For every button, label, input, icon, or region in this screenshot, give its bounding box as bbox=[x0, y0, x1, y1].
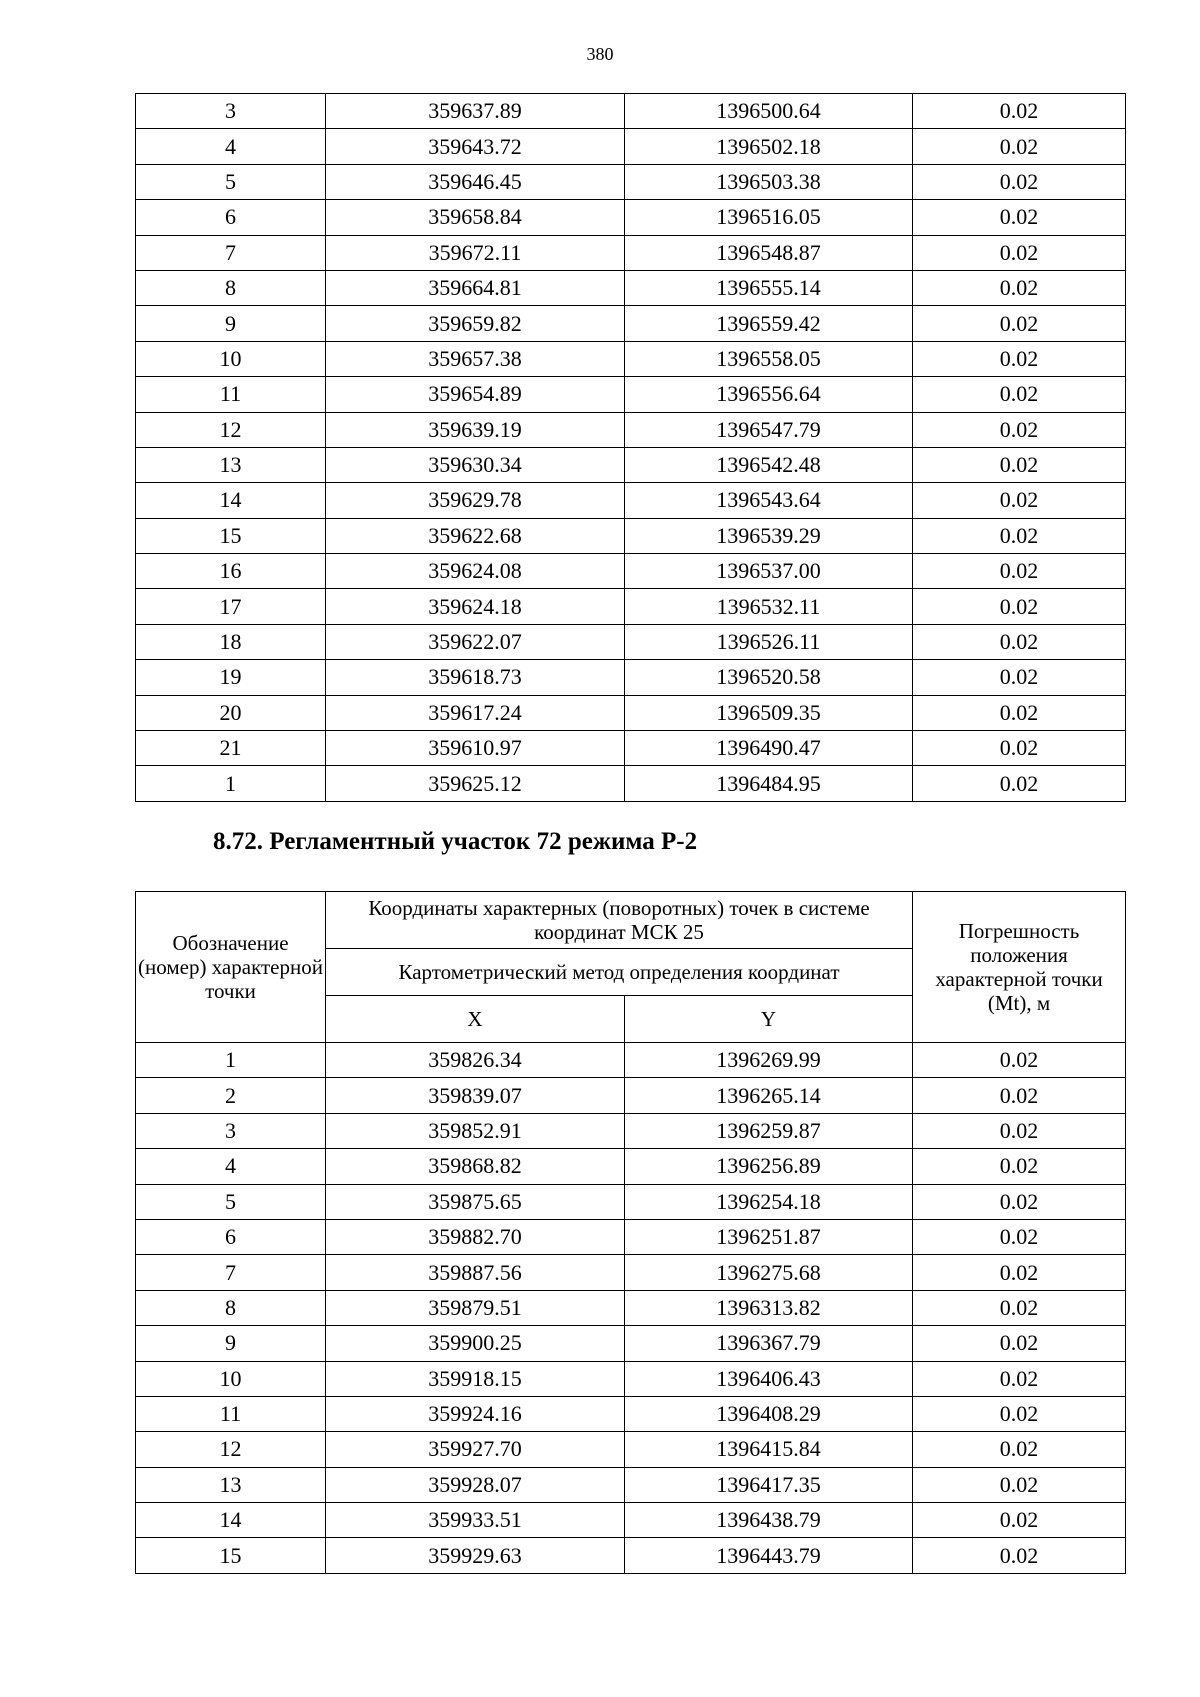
table-row bbox=[136, 1396, 1126, 1431]
accuracy-cell: 0.02 bbox=[913, 1255, 1126, 1290]
y-coordinate-cell: 1396503.38 bbox=[625, 164, 913, 199]
y-coordinate-cell: 1396313.82 bbox=[625, 1290, 913, 1325]
x-coordinate-cell: 359658.84 bbox=[326, 200, 625, 235]
y-coordinate-cell: 1396417.35 bbox=[625, 1467, 913, 1502]
accuracy-cell: 0.02 bbox=[913, 235, 1126, 270]
accuracy-cell: 0.02 bbox=[913, 447, 1126, 482]
accuracy-cell: 0.02 bbox=[913, 94, 1126, 129]
y-coordinate-cell: 1396367.79 bbox=[625, 1326, 913, 1361]
accuracy-cell: 0.02 bbox=[913, 129, 1126, 164]
accuracy-cell: 0.02 bbox=[913, 1113, 1126, 1148]
table-row bbox=[136, 1326, 1126, 1361]
point-number-cell: 21 bbox=[136, 731, 326, 766]
accuracy-cell: 0.02 bbox=[913, 341, 1126, 376]
header-point-designation: Обозначение (номер) характерной точки bbox=[136, 892, 326, 1043]
point-number-cell: 7 bbox=[136, 235, 326, 270]
x-coordinate-cell: 359672.11 bbox=[326, 235, 625, 270]
header-x: X bbox=[326, 996, 625, 1043]
x-coordinate-cell: 359933.51 bbox=[326, 1503, 625, 1538]
y-coordinate-cell: 1396539.29 bbox=[625, 518, 913, 553]
table-row bbox=[136, 483, 1126, 518]
y-coordinate-cell: 1396543.64 bbox=[625, 483, 913, 518]
y-coordinate-cell: 1396502.18 bbox=[625, 129, 913, 164]
point-number-cell: 10 bbox=[136, 1361, 326, 1396]
y-coordinate-cell: 1396555.14 bbox=[625, 270, 913, 305]
table-row bbox=[136, 1467, 1126, 1502]
accuracy-cell: 0.02 bbox=[913, 1538, 1126, 1573]
accuracy-cell: 0.02 bbox=[913, 660, 1126, 695]
table-row bbox=[136, 589, 1126, 624]
x-coordinate-cell: 359637.89 bbox=[326, 94, 625, 129]
point-number-cell: 8 bbox=[136, 270, 326, 305]
x-coordinate-cell: 359617.24 bbox=[326, 695, 625, 730]
y-coordinate-cell: 1396256.89 bbox=[625, 1149, 913, 1184]
x-coordinate-cell: 359929.63 bbox=[326, 1538, 625, 1573]
coordinates-table-body bbox=[136, 94, 1126, 802]
point-number-cell: 11 bbox=[136, 377, 326, 412]
point-number-cell: 12 bbox=[136, 412, 326, 447]
header-coordinates-title: Координаты характерных (поворотных) точек в системе координат МСК 25 bbox=[326, 892, 913, 949]
point-number-cell: 18 bbox=[136, 624, 326, 659]
table-row bbox=[136, 518, 1126, 553]
point-number-cell: 6 bbox=[136, 1219, 326, 1254]
x-coordinate-cell: 359879.51 bbox=[326, 1290, 625, 1325]
x-coordinate-cell: 359826.34 bbox=[326, 1043, 625, 1078]
table-row bbox=[136, 660, 1126, 695]
table-row bbox=[136, 1219, 1126, 1254]
accuracy-cell: 0.02 bbox=[913, 1396, 1126, 1431]
table-row bbox=[136, 200, 1126, 235]
point-number-cell: 4 bbox=[136, 129, 326, 164]
x-coordinate-cell: 359839.07 bbox=[326, 1078, 625, 1113]
y-coordinate-cell: 1396408.29 bbox=[625, 1396, 913, 1431]
table-row bbox=[136, 624, 1126, 659]
coordinates-table-continued bbox=[135, 93, 1126, 802]
header-y: Y bbox=[625, 996, 913, 1043]
accuracy-cell: 0.02 bbox=[913, 270, 1126, 305]
y-coordinate-cell: 1396269.99 bbox=[625, 1043, 913, 1078]
table-row bbox=[136, 766, 1126, 801]
x-coordinate-cell: 359646.45 bbox=[326, 164, 625, 199]
accuracy-cell: 0.02 bbox=[913, 518, 1126, 553]
accuracy-cell: 0.02 bbox=[913, 1503, 1126, 1538]
point-number-cell: 15 bbox=[136, 1538, 326, 1573]
point-number-cell: 14 bbox=[136, 483, 326, 518]
table-row bbox=[136, 1078, 1126, 1113]
x-coordinate-cell: 359868.82 bbox=[326, 1149, 625, 1184]
accuracy-cell: 0.02 bbox=[913, 200, 1126, 235]
x-coordinate-cell: 359882.70 bbox=[326, 1219, 625, 1254]
table-row bbox=[136, 412, 1126, 447]
y-coordinate-cell: 1396542.48 bbox=[625, 447, 913, 482]
accuracy-cell: 0.02 bbox=[913, 1219, 1126, 1254]
y-coordinate-cell: 1396532.11 bbox=[625, 589, 913, 624]
point-number-cell: 14 bbox=[136, 1503, 326, 1538]
y-coordinate-cell: 1396254.18 bbox=[625, 1184, 913, 1219]
table-row bbox=[136, 377, 1126, 412]
point-number-cell: 1 bbox=[136, 1043, 326, 1078]
y-coordinate-cell: 1396438.79 bbox=[625, 1503, 913, 1538]
x-coordinate-cell: 359624.18 bbox=[326, 589, 625, 624]
x-coordinate-cell: 359625.12 bbox=[326, 766, 625, 801]
y-coordinate-cell: 1396547.79 bbox=[625, 412, 913, 447]
table-row bbox=[136, 731, 1126, 766]
point-number-cell: 13 bbox=[136, 447, 326, 482]
x-coordinate-cell: 359927.70 bbox=[326, 1432, 625, 1467]
x-coordinate-cell: 359622.07 bbox=[326, 624, 625, 659]
y-coordinate-cell: 1396520.58 bbox=[625, 660, 913, 695]
table-row bbox=[136, 94, 1126, 129]
x-coordinate-cell: 359659.82 bbox=[326, 306, 625, 341]
coordinates-table-section-72 bbox=[135, 891, 1126, 1574]
section-heading: 8.72. Регламентный участок 72 режима Р-2 bbox=[213, 828, 698, 855]
table-row bbox=[136, 270, 1126, 305]
x-coordinate-cell: 359664.81 bbox=[326, 270, 625, 305]
x-coordinate-cell: 359918.15 bbox=[326, 1361, 625, 1396]
accuracy-cell: 0.02 bbox=[913, 1078, 1126, 1113]
accuracy-cell: 0.02 bbox=[913, 695, 1126, 730]
table-row bbox=[136, 1184, 1126, 1219]
y-coordinate-cell: 1396490.47 bbox=[625, 731, 913, 766]
table-row bbox=[136, 695, 1126, 730]
x-coordinate-cell: 359629.78 bbox=[326, 483, 625, 518]
y-coordinate-cell: 1396509.35 bbox=[625, 695, 913, 730]
table-row bbox=[136, 1255, 1126, 1290]
table-row bbox=[136, 1432, 1126, 1467]
accuracy-cell: 0.02 bbox=[913, 164, 1126, 199]
accuracy-cell: 0.02 bbox=[913, 554, 1126, 589]
accuracy-cell: 0.02 bbox=[913, 624, 1126, 659]
header-method: Картометрический метод определения координат bbox=[326, 949, 913, 996]
point-number-cell: 16 bbox=[136, 554, 326, 589]
y-coordinate-cell: 1396556.64 bbox=[625, 377, 913, 412]
point-number-cell: 17 bbox=[136, 589, 326, 624]
point-number-cell: 8 bbox=[136, 1290, 326, 1325]
y-coordinate-cell: 1396500.64 bbox=[625, 94, 913, 129]
table-row bbox=[136, 306, 1126, 341]
point-number-cell: 7 bbox=[136, 1255, 326, 1290]
accuracy-cell: 0.02 bbox=[913, 1432, 1126, 1467]
y-coordinate-cell: 1396537.00 bbox=[625, 554, 913, 589]
accuracy-cell: 0.02 bbox=[913, 306, 1126, 341]
coordinates-table-header bbox=[136, 892, 1126, 1043]
accuracy-cell: 0.02 bbox=[913, 483, 1126, 518]
accuracy-cell: 0.02 bbox=[913, 1043, 1126, 1078]
y-coordinate-cell: 1396259.87 bbox=[625, 1113, 913, 1148]
y-coordinate-cell: 1396559.42 bbox=[625, 306, 913, 341]
accuracy-cell: 0.02 bbox=[913, 766, 1126, 801]
point-number-cell: 5 bbox=[136, 1184, 326, 1219]
point-number-cell: 20 bbox=[136, 695, 326, 730]
page-number: 380 bbox=[586, 44, 614, 64]
accuracy-cell: 0.02 bbox=[913, 1184, 1126, 1219]
table-row bbox=[136, 1290, 1126, 1325]
accuracy-cell: 0.02 bbox=[913, 1290, 1126, 1325]
y-coordinate-cell: 1396251.87 bbox=[625, 1219, 913, 1254]
x-coordinate-cell: 359900.25 bbox=[326, 1326, 625, 1361]
point-number-cell: 6 bbox=[136, 200, 326, 235]
point-number-cell: 3 bbox=[136, 1113, 326, 1148]
accuracy-cell: 0.02 bbox=[913, 1467, 1126, 1502]
header-accuracy: Погрешность положения характерной точки (Mt), м bbox=[913, 892, 1126, 1043]
x-coordinate-cell: 359924.16 bbox=[326, 1396, 625, 1431]
y-coordinate-cell: 1396265.14 bbox=[625, 1078, 913, 1113]
x-coordinate-cell: 359630.34 bbox=[326, 447, 625, 482]
y-coordinate-cell: 1396484.95 bbox=[625, 766, 913, 801]
point-number-cell: 10 bbox=[136, 341, 326, 376]
x-coordinate-cell: 359657.38 bbox=[326, 341, 625, 376]
y-coordinate-cell: 1396558.05 bbox=[625, 341, 913, 376]
accuracy-cell: 0.02 bbox=[913, 1149, 1126, 1184]
point-number-cell: 15 bbox=[136, 518, 326, 553]
table-row bbox=[136, 447, 1126, 482]
table-row bbox=[136, 341, 1126, 376]
point-number-cell: 12 bbox=[136, 1432, 326, 1467]
y-coordinate-cell: 1396415.84 bbox=[625, 1432, 913, 1467]
point-number-cell: 9 bbox=[136, 1326, 326, 1361]
point-number-cell: 2 bbox=[136, 1078, 326, 1113]
accuracy-cell: 0.02 bbox=[913, 589, 1126, 624]
accuracy-cell: 0.02 bbox=[913, 1326, 1126, 1361]
table-row bbox=[136, 129, 1126, 164]
x-coordinate-cell: 359618.73 bbox=[326, 660, 625, 695]
x-coordinate-cell: 359887.56 bbox=[326, 1255, 625, 1290]
point-number-cell: 1 bbox=[136, 766, 326, 801]
x-coordinate-cell: 359624.08 bbox=[326, 554, 625, 589]
accuracy-cell: 0.02 bbox=[913, 377, 1126, 412]
point-number-cell: 13 bbox=[136, 1467, 326, 1502]
x-coordinate-cell: 359622.68 bbox=[326, 518, 625, 553]
table-row bbox=[136, 1113, 1126, 1148]
y-coordinate-cell: 1396275.68 bbox=[625, 1255, 913, 1290]
point-number-cell: 9 bbox=[136, 306, 326, 341]
y-coordinate-cell: 1396548.87 bbox=[625, 235, 913, 270]
y-coordinate-cell: 1396516.05 bbox=[625, 200, 913, 235]
x-coordinate-cell: 359643.72 bbox=[326, 129, 625, 164]
table-row bbox=[136, 1538, 1126, 1573]
table-row bbox=[136, 1043, 1126, 1078]
x-coordinate-cell: 359875.65 bbox=[326, 1184, 625, 1219]
accuracy-cell: 0.02 bbox=[913, 1361, 1126, 1396]
y-coordinate-cell: 1396443.79 bbox=[625, 1538, 913, 1573]
point-number-cell: 11 bbox=[136, 1396, 326, 1431]
x-coordinate-cell: 359852.91 bbox=[326, 1113, 625, 1148]
coordinates-table-body bbox=[136, 1043, 1126, 1574]
accuracy-cell: 0.02 bbox=[913, 412, 1126, 447]
x-coordinate-cell: 359639.19 bbox=[326, 412, 625, 447]
table-row bbox=[136, 1503, 1126, 1538]
point-number-cell: 5 bbox=[136, 164, 326, 199]
point-number-cell: 4 bbox=[136, 1149, 326, 1184]
point-number-cell: 3 bbox=[136, 94, 326, 129]
table-row bbox=[136, 554, 1126, 589]
table-row bbox=[136, 235, 1126, 270]
x-coordinate-cell: 359610.97 bbox=[326, 731, 625, 766]
table-row bbox=[136, 1149, 1126, 1184]
x-coordinate-cell: 359928.07 bbox=[326, 1467, 625, 1502]
y-coordinate-cell: 1396526.11 bbox=[625, 624, 913, 659]
accuracy-cell: 0.02 bbox=[913, 731, 1126, 766]
y-coordinate-cell: 1396406.43 bbox=[625, 1361, 913, 1396]
x-coordinate-cell: 359654.89 bbox=[326, 377, 625, 412]
table-row bbox=[136, 164, 1126, 199]
point-number-cell: 19 bbox=[136, 660, 326, 695]
table-row bbox=[136, 1361, 1126, 1396]
